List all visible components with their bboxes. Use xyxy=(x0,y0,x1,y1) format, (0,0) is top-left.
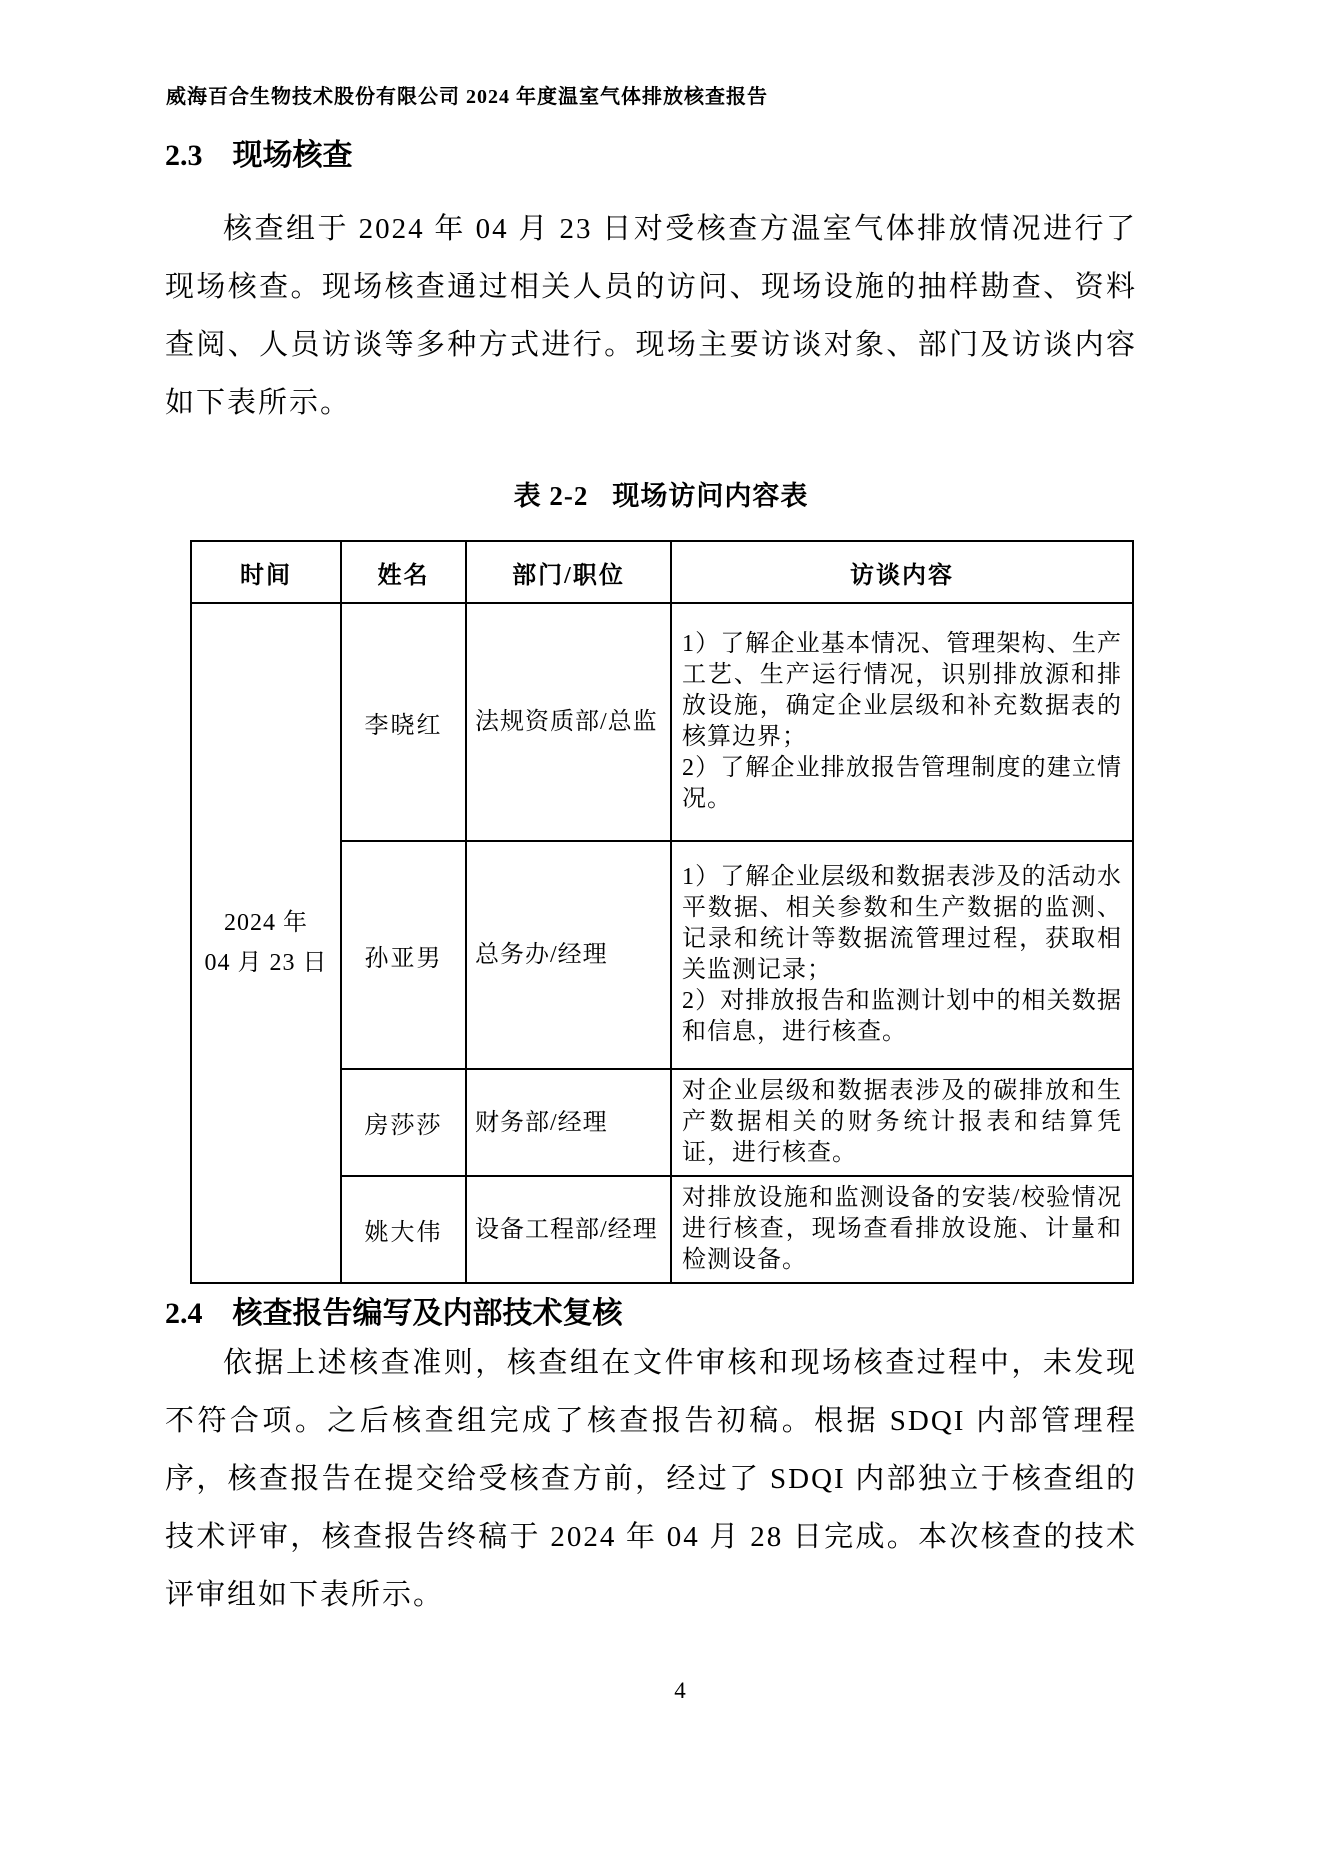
name-cell: 房莎莎 xyxy=(341,1069,466,1176)
content-cell: 1）了解企业层级和数据表涉及的活动水平数据、相关参数和生产数据的监测、记录和统计等数据流管理过程，获取相关监测记录； 2）对排放报告和监测计划中的相关数据和信息，进行核查。 xyxy=(671,841,1133,1069)
interview-table xyxy=(190,540,1134,1284)
time-cell xyxy=(191,603,341,1283)
content-cell: 对企业层级和数据表涉及的碳排放和生产数据相关的财务统计报表和结算凭证，进行核查。 xyxy=(671,1069,1133,1176)
col-header-name: 姓名 xyxy=(341,541,466,603)
table-row xyxy=(191,603,1133,841)
name-cell: 孙亚男 xyxy=(341,841,466,1069)
section-2-3-heading xyxy=(165,130,353,174)
table-caption xyxy=(190,474,1132,513)
page-number: 4 xyxy=(674,1678,686,1703)
section-2-3-number: 2.3 xyxy=(165,139,203,172)
section-2-3-paragraph: 核查组于 2024 年 04 月 23 日对受核查方温室气体排放情况进行了现场核查。现场核查通过相关人员的访问、现场设施的抽样勘查、资料查阅、人员访谈等多种方式进行。现场主要访谈对象、部门及访谈内容如下表所示。 xyxy=(165,213,1137,419)
dept-cell: 总务办/经理 xyxy=(466,841,671,1069)
name-cell: 李晓红 xyxy=(341,603,466,841)
col-header-content: 访谈内容 xyxy=(671,541,1133,603)
section-2-3-title: 现场核查 xyxy=(232,139,353,172)
section-2-4-number: 2.4 xyxy=(165,1297,203,1330)
table-caption-title: 现场访问内容表 xyxy=(612,481,809,511)
time-line-2: 04 月 23 日 xyxy=(204,950,328,976)
dept-cell: 财务部/经理 xyxy=(466,1069,671,1176)
table-caption-number: 表 2-2 xyxy=(513,481,589,511)
section-2-4-paragraph: 依据上述核查准则，核查组在文件审核和现场核查过程中，未发现不符合项。之后核查组完成了核查报告初稿。根据 SDQI 内部管理程序，核查报告在提交给受核查方前，经过了 SDQI 内部独立于核查组的技术评审，核查报告终稿于 2024 年 04 月 28 日完成。本次核查的技术评审组如下表所示。 xyxy=(165,1347,1137,1611)
name-cell: 姚大伟 xyxy=(341,1176,466,1283)
dept-cell: 法规资质部/总监 xyxy=(466,603,671,841)
time-line-1: 2024 年 xyxy=(224,910,308,936)
section-2-4-title: 核查报告编写及内部技术复核 xyxy=(232,1297,623,1330)
col-header-dept: 部门/职位 xyxy=(466,541,671,603)
section-2-4-heading xyxy=(165,1288,623,1332)
table-header-row xyxy=(191,541,1133,603)
col-header-time: 时间 xyxy=(191,541,341,603)
content-cell: 1）了解企业基本情况、管理架构、生产工艺、生产运行情况，识别排放源和排放设施，确定企业层级和补充数据表的核算边界； 2）了解企业排放报告管理制度的建立情况。 xyxy=(671,603,1133,841)
content-cell: 对排放设施和监测设备的安装/校验情况进行核查，现场查看排放设施、计量和检测设备。 xyxy=(671,1176,1133,1283)
dept-cell: 设备工程部/经理 xyxy=(466,1176,671,1283)
running-header: 威海百合生物技术股份有限公司 2024 年度温室气体排放核查报告 xyxy=(166,86,768,108)
